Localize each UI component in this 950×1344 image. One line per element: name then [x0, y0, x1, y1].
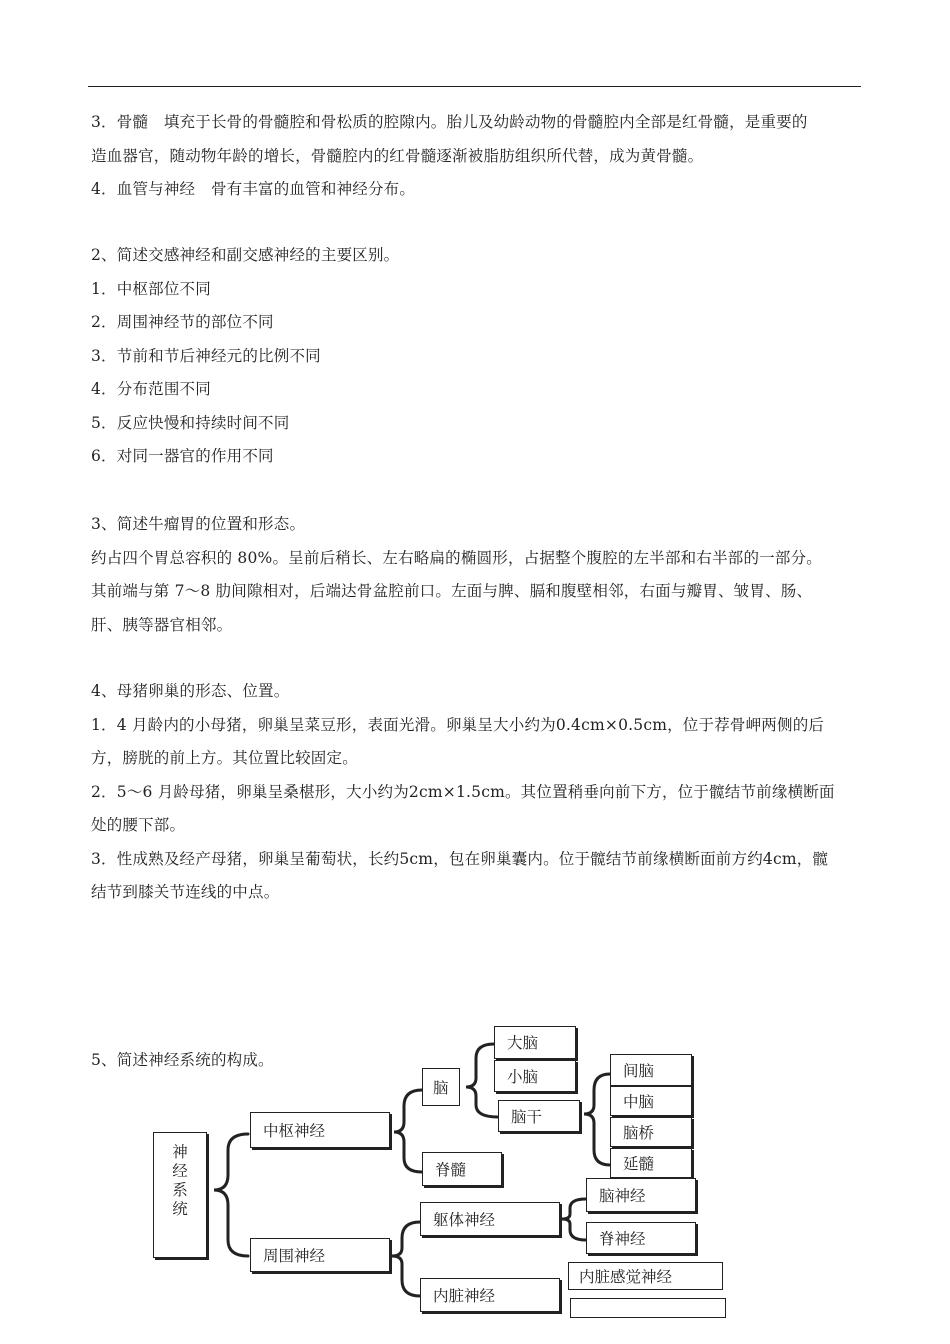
- text-line: 5．反应快慢和持续时间不同: [91, 414, 290, 432]
- text-line: 6．对同一器官的作用不同: [91, 447, 274, 465]
- text-line: 3．骨髓 填充于长骨的骨髓腔和骨松质的腔隙内。胎儿及幼龄动物的骨髓腔内全部是红骨髓，是重要的: [91, 113, 808, 131]
- spinal-cord-box: 脊髓: [422, 1152, 502, 1186]
- text-line: 结节到膝关节连线的中点。: [91, 883, 280, 901]
- spinal-nerve-box: 脊神经: [586, 1222, 696, 1254]
- text-line: 2．周围神经节的部位不同: [91, 313, 274, 331]
- text-line: 处的腰下部。: [91, 816, 186, 834]
- question-heading: 4、母猪卵巢的形态、位置。: [91, 682, 290, 700]
- brainstem-box: 脑干: [498, 1100, 580, 1132]
- central-brace: [394, 1090, 422, 1172]
- central-nervous-box: 中枢神经: [250, 1112, 390, 1148]
- peripheral-nervous-box: 周围神经: [250, 1238, 390, 1272]
- visceral-motor-box-partial: [570, 1298, 726, 1318]
- text-line: 2．5～6 月龄母猪，卵巢呈桑椹形，大小约为2cm×1.5cm。其位置稍垂向前下方，位于髋结节前缘横断面: [91, 783, 835, 801]
- text-line: 方，膀胱的前上方。其位置比较固定。: [91, 749, 358, 767]
- medulla-box: 延髓: [610, 1148, 692, 1178]
- midbrain-box: 中脑: [610, 1086, 692, 1116]
- question-heading: 3、简述牛瘤胃的位置和形态。: [91, 515, 306, 533]
- text-line: 1．中枢部位不同: [91, 280, 211, 298]
- text-line: 造血器官，随动物年龄的增长，骨髓腔内的红骨髓逐渐被脂肪组织所代替，成为黄骨髓。: [91, 147, 704, 165]
- peripheral-brace: [392, 1222, 420, 1296]
- text-line: 其前端与第 7～8 肋间隙相对，后端达骨盆腔前口。左面与脾、膈和腹壁相邻，右面与瓣胃、皱胃、肠、: [91, 582, 813, 600]
- pons-box: 脑桥: [610, 1117, 692, 1147]
- visceral-nervous-box: 内脏神经: [420, 1278, 560, 1312]
- question-heading: 5、简述神经系统的构成。: [91, 1051, 274, 1069]
- question-heading: 2、简述交感神经和副交感神经的主要区别。: [91, 246, 400, 264]
- text-line: 4．血管与神经 骨有丰富的血管和神经分布。: [91, 180, 416, 198]
- text-line: 3．性成熟及经产母猪，卵巢呈葡萄状，长约5cm，包在卵巢囊内。位于髋结节前缘横断面前方约4cm，髋: [91, 850, 829, 868]
- text-line: 3．节前和节后神经元的比例不同: [91, 347, 321, 365]
- somatic-brace: [562, 1199, 586, 1240]
- text-line: 1．4 月龄内的小母猪，卵巢呈菜豆形，表面光滑。卵巢呈大小约为0.4cm×0.5cm，位于荐骨岬两侧的后: [91, 716, 825, 734]
- nervous-system-box: 神 经 系 统: [153, 1132, 207, 1258]
- brain-box: 脑: [422, 1068, 460, 1106]
- brainstem-brace: [584, 1074, 610, 1165]
- diencephalon-box: 间脑: [610, 1054, 692, 1086]
- somatic-nervous-box: 躯体神经: [420, 1202, 560, 1236]
- cerebrum-box: 大脑: [494, 1026, 576, 1059]
- cranial-nerve-box: 脑神经: [586, 1178, 696, 1212]
- text-line: 肝、胰等器官相邻。: [91, 616, 233, 634]
- visceral-sensory-box: 内脏感觉神经: [568, 1262, 723, 1290]
- cerebellum-box: 小脑: [494, 1060, 576, 1092]
- text-line: 约占四个胃总容积的 80%。呈前后稍长、左右略扁的椭圆形，占据整个腹腔的左半部和右半部的一部分。: [91, 549, 822, 567]
- root-brace: [214, 1134, 248, 1256]
- text-line: 4．分布范围不同: [91, 380, 211, 398]
